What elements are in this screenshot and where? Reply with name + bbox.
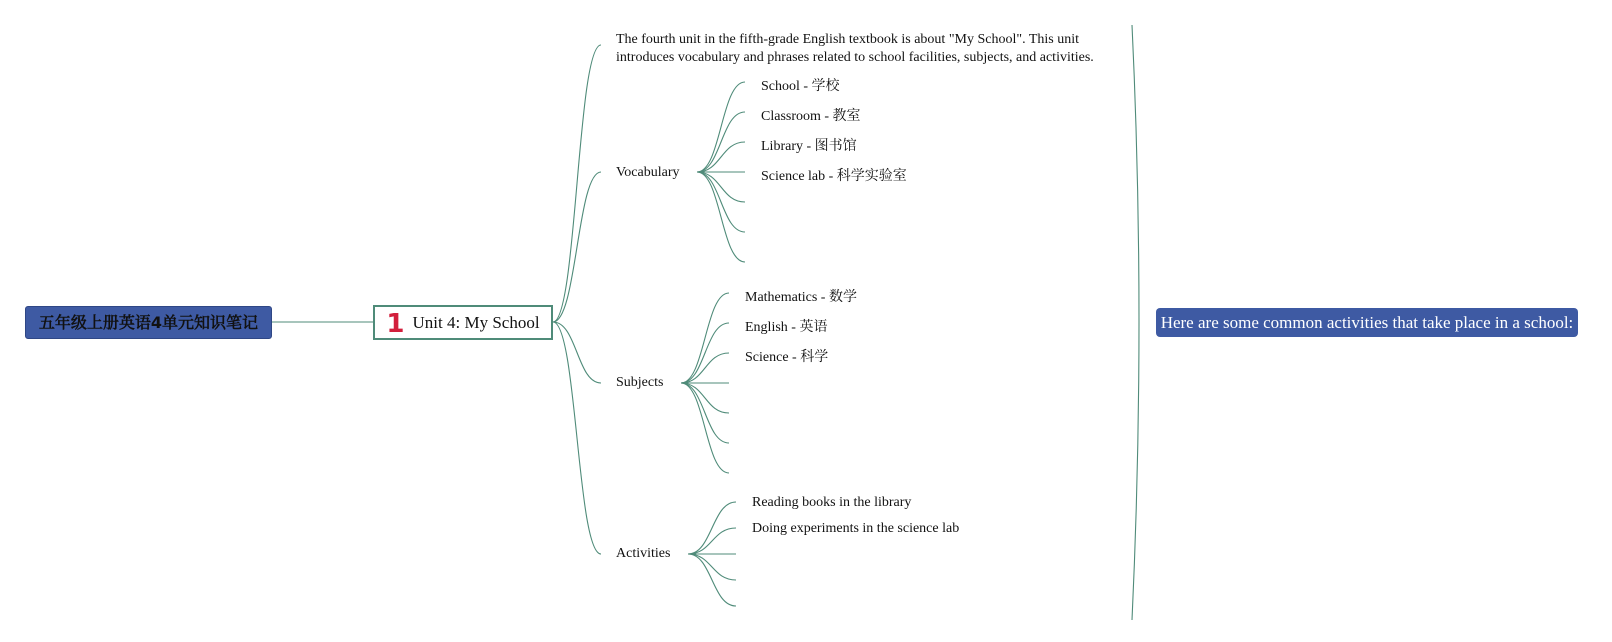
link-activities-0 xyxy=(688,502,736,554)
branch-subjects[interactable]: Subjects xyxy=(616,375,664,390)
link-vocab-6 xyxy=(697,172,745,262)
link-subjects-5 xyxy=(681,383,729,443)
link-vocab-4 xyxy=(697,172,745,202)
link-unit-intro xyxy=(553,45,601,322)
root-topic[interactable]: 五年级上册英语4单元知识笔记 xyxy=(25,306,272,339)
link-subjects-4 xyxy=(681,383,729,413)
link-vocab-5 xyxy=(697,172,745,232)
link-subjects-2 xyxy=(681,353,729,383)
link-vocab-2 xyxy=(697,142,745,172)
link-activities-4 xyxy=(688,554,736,606)
number-one-icon: 1 xyxy=(386,308,405,339)
branch-vocabulary[interactable]: Vocabulary xyxy=(616,165,680,180)
activity-item-experiments[interactable]: Doing experiments in the science lab xyxy=(752,521,960,536)
vocab-item-classroom[interactable]: Classroom - 教室 xyxy=(761,109,861,124)
link-subjects-6 xyxy=(681,383,729,473)
vocab-item-school[interactable]: School - 学校 xyxy=(761,79,840,94)
summary-topic[interactable]: Here are some common activities that take place in a school: xyxy=(1156,308,1578,337)
subject-item-science[interactable]: Science - 科学 xyxy=(745,350,829,365)
subject-item-english[interactable]: English - 英语 xyxy=(745,320,828,335)
link-activities-3 xyxy=(688,554,736,580)
summary-bracket xyxy=(1132,25,1139,620)
link-subjects-1 xyxy=(681,323,729,383)
unit-title: Unit 4: My School xyxy=(412,312,540,332)
link-unit-vocabulary xyxy=(553,172,601,322)
vocab-item-library[interactable]: Library - 图书馆 xyxy=(761,139,857,154)
branch-activities[interactable]: Activities xyxy=(616,546,671,561)
link-vocab-0 xyxy=(697,82,745,172)
intro-text[interactable]: The fourth unit in the fifth-grade English textbook is about "My School". This unit introduces vocabulary and phrases related to school facilities, subjects, and activities. xyxy=(616,32,1094,64)
subject-item-mathematics[interactable]: Mathematics - 数学 xyxy=(745,290,857,305)
unit-topic[interactable] xyxy=(373,305,553,340)
activity-item-reading[interactable]: Reading books in the library xyxy=(752,495,912,510)
link-unit-activities xyxy=(553,322,601,554)
link-vocab-1 xyxy=(697,112,745,172)
link-subjects-0 xyxy=(681,293,729,383)
vocab-item-science-lab[interactable]: Science lab - 科学实验室 xyxy=(761,169,907,184)
link-activities-1 xyxy=(688,528,736,554)
